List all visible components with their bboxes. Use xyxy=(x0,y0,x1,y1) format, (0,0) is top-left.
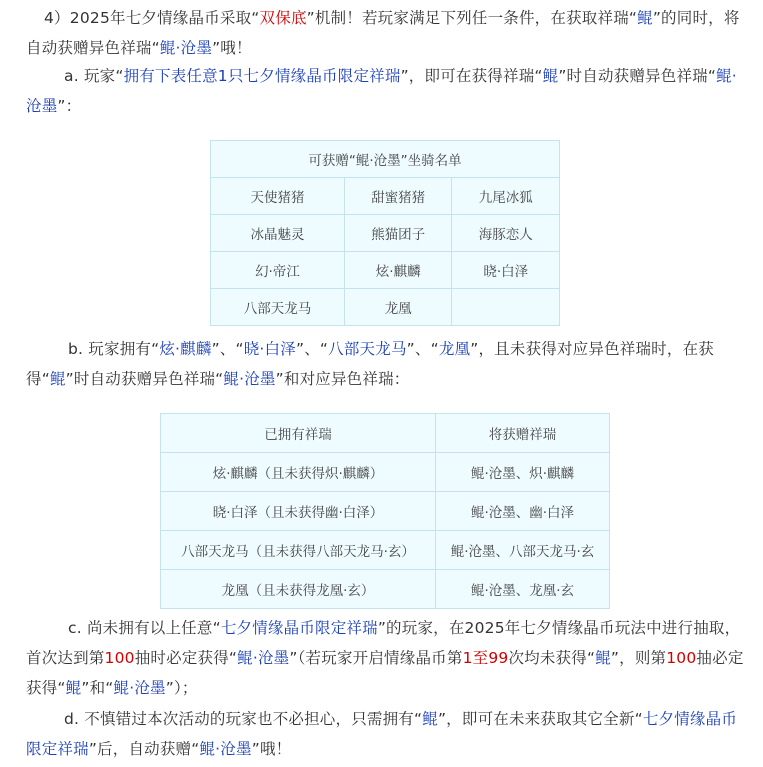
text: ”和对应异色祥瑞： xyxy=(275,370,410,388)
text: ”和“ xyxy=(81,679,114,697)
table-row xyxy=(211,252,560,289)
mount-name: 晓·白泽 xyxy=(243,340,296,358)
mount-name: 鲲·沧墨 xyxy=(223,370,276,388)
mount-name: 龙凰 xyxy=(438,340,471,358)
table-header: 将获赠祥瑞 xyxy=(436,414,610,453)
text: ”机制！若玩家满足下列任一条件，在获取祥瑞“ xyxy=(306,9,638,27)
paragraph-a xyxy=(26,61,748,121)
limited-highlight: 七夕情缘晶币限定祥瑞 xyxy=(26,710,738,758)
text: 4）2025年七夕情缘晶币采取“ xyxy=(44,9,260,27)
mount-name: 炫·麒麟 xyxy=(159,340,212,358)
table-cell: 鲲·沧墨、龙凰·玄 xyxy=(436,570,610,609)
table-header-row xyxy=(161,414,610,453)
text: ”的同时，将自动获赠异色祥瑞“ xyxy=(26,9,740,57)
table-cell: 熊猫团子 xyxy=(344,215,452,252)
text: 次均未获得“ xyxy=(508,649,596,667)
table-row xyxy=(161,531,610,570)
table-cell: 龙凰（且未获得龙凰·玄） xyxy=(161,570,436,609)
table-cell: 龙凰 xyxy=(344,289,452,326)
table-row xyxy=(161,453,610,492)
mount-name: 鲲 xyxy=(422,710,438,728)
mount-name: 鲲 xyxy=(49,370,66,388)
text: ”、“ xyxy=(406,340,439,358)
text: ”： xyxy=(57,97,82,115)
text: 抽时必定获得“ xyxy=(134,649,238,667)
table-header: 可获赠“鲲·沧墨”坐骑名单 xyxy=(211,141,560,178)
paragraph-b xyxy=(26,334,748,394)
text: ”哦！ xyxy=(212,39,252,57)
text: ”（若玩家开启情缘晶币第 xyxy=(289,649,463,667)
text: ”后，自动获赠“ xyxy=(88,740,200,758)
text: d. 不慎错过本次活动的玩家也不必担心，只需拥有“ xyxy=(64,710,423,728)
table-cell: 炫·麒麟 xyxy=(344,252,452,289)
table-cell: 炫·麒麟（且未获得炽·麒麟） xyxy=(161,453,436,492)
table-cell: 幻·帝江 xyxy=(211,252,345,289)
table-cell: 九尾冰狐 xyxy=(452,178,560,215)
table-cell: 甜蜜猪猪 xyxy=(344,178,452,215)
color-variant-table xyxy=(160,413,610,609)
mount-name: 鲲·沧墨 xyxy=(113,679,166,697)
text: ”、“ xyxy=(211,340,244,358)
table-row xyxy=(211,178,560,215)
text: ”的玩家，在2025年七夕情缘晶币玩法中进行抽取，首次达到第 xyxy=(26,619,741,667)
mount-name: 鲲·沧墨 xyxy=(159,39,213,57)
text: ”，则第 xyxy=(610,649,667,667)
text: ”时自动获赠异色祥瑞“ xyxy=(65,370,224,388)
text: ”时自动获赠异色祥瑞“ xyxy=(558,67,717,85)
table-cell: 晓·白泽（且未获得幽·白泽） xyxy=(161,492,436,531)
mount-name: 鲲 xyxy=(637,9,653,27)
table-row xyxy=(211,289,560,326)
number-highlight: 100 xyxy=(666,649,697,667)
text: ”哦！ xyxy=(251,740,292,758)
table-cell: 八部天龙马 xyxy=(211,289,345,326)
table-cell: 八部天龙马（且未获得八部天龙马·玄） xyxy=(161,531,436,570)
text: ”）； xyxy=(165,679,198,697)
mount-name: 鲲 xyxy=(595,649,611,667)
table-cell: 鲲·沧墨、炽·麒麟 xyxy=(436,453,610,492)
number-highlight: 100 xyxy=(104,649,135,667)
mount-name: 鲲 xyxy=(65,679,82,697)
table-cell xyxy=(452,289,560,326)
mount-name: 鲲·沧墨 xyxy=(26,67,737,115)
text: a. 玩家“ xyxy=(64,67,124,85)
table-cell: 鲲·沧墨、幽·白泽 xyxy=(436,492,610,531)
mount-name: 鲲 xyxy=(542,67,559,85)
text: ”，即可在获得祥瑞“ xyxy=(400,67,543,85)
table-cell: 冰晶魅灵 xyxy=(211,215,345,252)
paragraph-c xyxy=(26,613,748,703)
paragraph-d xyxy=(26,704,748,764)
text: b. 玩家拥有“ xyxy=(68,340,160,358)
mount-name: 鲲·沧墨 xyxy=(199,740,252,758)
table-cell: 晓·白泽 xyxy=(452,252,560,289)
table-cell: 天使猪猪 xyxy=(211,178,345,215)
table-row xyxy=(161,570,610,609)
table-cell: 海豚恋人 xyxy=(452,215,560,252)
eligible-mounts-table xyxy=(210,140,560,326)
guarantee-highlight: 双保底 xyxy=(259,9,307,27)
table-cell: 鲲·沧墨、八部天龙马·玄 xyxy=(436,531,610,570)
text: ”，即可在未来获取其它全新“ xyxy=(437,710,643,728)
text: ”，且未获得对应异色祥瑞时，在获得“ xyxy=(26,340,714,388)
mount-name: 八部天龙马 xyxy=(328,340,407,358)
table-row xyxy=(161,492,610,531)
paragraph-double-guarantee xyxy=(26,3,748,63)
condition-highlight: 拥有下表任意1只七夕情缘晶币限定祥瑞 xyxy=(123,67,401,85)
number-highlight: 1至99 xyxy=(462,649,509,667)
text: ”、“ xyxy=(295,340,329,358)
mount-name: 鲲·沧墨 xyxy=(237,649,290,667)
text: 抽必定获得“ xyxy=(26,649,744,697)
table-row xyxy=(211,215,560,252)
text: c. 尚未拥有以上任意“ xyxy=(68,619,221,637)
table-header: 已拥有祥瑞 xyxy=(161,414,436,453)
limited-highlight: 七夕情缘晶币限定祥瑞 xyxy=(220,619,378,637)
